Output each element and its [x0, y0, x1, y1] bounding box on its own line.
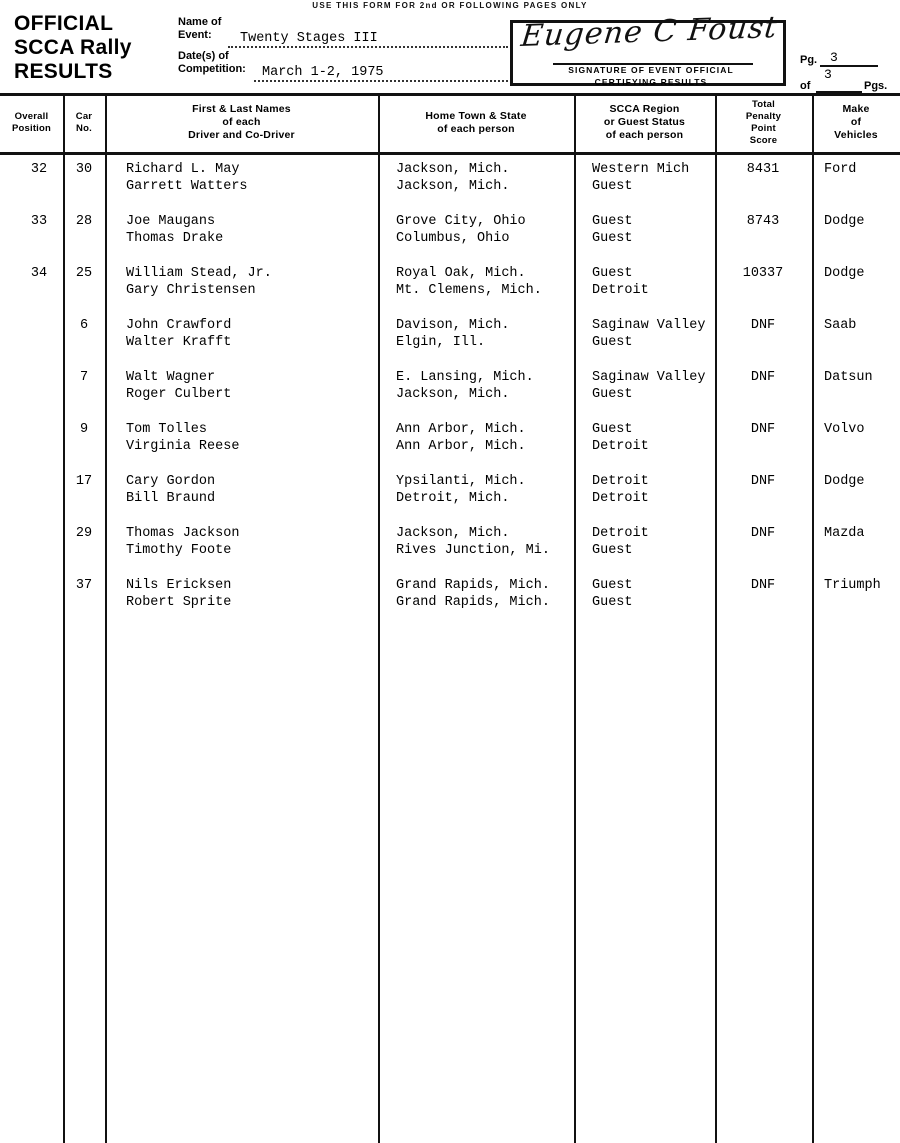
cell-penalty-score: DNF [750, 370, 776, 385]
cell-driver-names: Joe Maugans Thomas Drake [126, 214, 224, 246]
cell-overall-position [18, 421, 60, 438]
competition-date-label: Date(s) of Competition: [178, 50, 246, 75]
cell-vehicle-make: Triumph [824, 578, 881, 593]
cell-driver-names: Richard L. May Garrett Watters [126, 162, 248, 194]
cell-vehicle-make: Mazda [824, 526, 865, 541]
cell-vehicle-make: Dodge [824, 214, 865, 229]
cell-car-number: 17 [75, 474, 93, 489]
page-number-value: 3 [830, 50, 838, 65]
cell-car-number: 9 [79, 422, 89, 437]
cell-vehicle-make: Saab [824, 318, 857, 333]
cell-home-towns: E. Lansing, Mich. Jackson, Mich. [396, 370, 534, 402]
cell-scca-regions: Guest Guest [592, 578, 633, 610]
cell-scca-regions: Guest Guest [592, 214, 633, 246]
competition-date-value: March 1-2, 1975 [262, 65, 384, 80]
table-row [0, 568, 900, 620]
column-header-penalty-score: Total Penalty Point Score [745, 98, 782, 146]
pgs-label: Pgs. [864, 80, 888, 92]
page-label: Pg. [800, 54, 818, 66]
table-row [0, 516, 900, 568]
column-header-car-no: Car No. [75, 110, 93, 134]
cell-penalty-score: DNF [750, 422, 776, 437]
cell-penalty-score: 8431 [746, 162, 780, 177]
column-header-overall-position: Overall Position [11, 110, 52, 134]
column-header-scca-region: SCCA Region or Guest Status of each person [603, 103, 686, 141]
cell-penalty-score: DNF [750, 526, 776, 541]
form-title-line-1: OFFICIAL [14, 12, 114, 35]
signature-handwriting: Eugene C Foust [519, 10, 780, 54]
cell-scca-regions: Guest Detroit [592, 422, 649, 454]
cell-driver-names: Cary Gordon Bill Braund [126, 474, 216, 506]
cell-driver-names: Nils Ericksen Robert Sprite [126, 578, 232, 610]
of-label: of [800, 80, 811, 92]
cell-home-towns: Grove City, Ohio Columbus, Ohio [396, 214, 526, 246]
cell-home-towns: Jackson, Mich. Jackson, Mich. [396, 162, 510, 194]
cell-vehicle-make: Dodge [824, 474, 865, 489]
cell-overall-position [18, 317, 60, 334]
competition-date-dotted-line [254, 80, 508, 82]
cell-car-number: 37 [75, 578, 93, 593]
competition-date-field[interactable] [178, 50, 508, 84]
cell-scca-regions: Detroit Detroit [592, 474, 649, 506]
cell-scca-regions: Saginaw Valley Guest [592, 370, 706, 402]
page-number-field[interactable] [800, 42, 896, 68]
column-header-make: Make of Vehicles [834, 103, 878, 141]
total-pages-field[interactable] [800, 68, 896, 94]
signature-box[interactable] [510, 10, 786, 87]
table-column-headers [0, 93, 900, 152]
table-row [0, 412, 900, 464]
cell-penalty-score: DNF [750, 578, 776, 593]
table-row [0, 360, 900, 412]
cell-driver-names: Walt Wagner Roger Culbert [126, 370, 232, 402]
table-row [0, 152, 900, 204]
form-title-line-2: SCCA Rally [14, 36, 132, 59]
form-usage-banner: USE THIS FORM FOR 2nd OR FOLLOWING PAGES ONLY [312, 1, 588, 10]
cell-penalty-score: DNF [750, 318, 776, 333]
cell-vehicle-make: Dodge [824, 266, 865, 281]
cell-penalty-score: 8743 [746, 214, 780, 229]
event-name-field[interactable] [178, 16, 508, 50]
cell-vehicle-make: Volvo [824, 422, 865, 437]
form-header [0, 12, 900, 92]
cell-home-towns: Ypsilanti, Mich. Detroit, Mich. [396, 474, 526, 506]
cell-vehicle-make: Ford [824, 162, 857, 177]
cell-penalty-score: DNF [750, 474, 776, 489]
cell-car-number: 28 [75, 214, 93, 229]
cell-scca-regions: Detroit Guest [592, 526, 649, 558]
cell-overall-position: 32 [30, 162, 48, 177]
table-row [0, 204, 900, 256]
event-name-value: Twenty Stages III [240, 31, 378, 46]
column-header-home-town: Home Town & State of each person [425, 109, 527, 135]
total-pages-value: 3 [824, 67, 832, 82]
cell-overall-position [18, 369, 60, 386]
cell-penalty-score: 10337 [742, 266, 784, 281]
table-row [0, 308, 900, 360]
cell-car-number: 29 [75, 526, 93, 541]
cell-scca-regions: Western Mich Guest [592, 162, 690, 194]
cell-overall-position [18, 525, 60, 542]
cell-overall-position [18, 473, 60, 490]
column-header-names: First & Last Names of each Driver and Co-Driver [188, 103, 295, 141]
cell-driver-names: Thomas Jackson Timothy Foote [126, 526, 240, 558]
event-name-dotted-line [228, 46, 508, 48]
cell-vehicle-make: Datsun [824, 370, 873, 385]
event-name-label: Name of Event: [178, 16, 222, 41]
signature-caption: SIGNATURE OF EVENT OFFICIAL CERTIFYING RESULTS [568, 65, 734, 87]
cell-home-towns: Royal Oak, Mich. Mt. Clemens, Mich. [396, 266, 542, 298]
cell-home-towns: Ann Arbor, Mich. Ann Arbor, Mich. [396, 422, 526, 454]
cell-car-number: 6 [79, 318, 89, 333]
form-title-line-3: RESULTS [14, 60, 113, 83]
table-row [0, 256, 900, 308]
cell-scca-regions: Guest Detroit [592, 266, 649, 298]
cell-overall-position: 34 [30, 266, 48, 281]
cell-home-towns: Davison, Mich. Elgin, Ill. [396, 318, 510, 350]
cell-overall-position: 33 [30, 214, 48, 229]
cell-car-number: 25 [75, 266, 93, 281]
cell-driver-names: William Stead, Jr. Gary Christensen [126, 266, 272, 298]
form-title [14, 12, 132, 84]
event-info-block [178, 16, 508, 84]
pagination-block [800, 42, 896, 94]
cell-driver-names: Tom Tolles Virginia Reese [126, 422, 240, 454]
table-row [0, 464, 900, 516]
results-table [0, 93, 900, 1143]
cell-home-towns: Grand Rapids, Mich. Grand Rapids, Mich. [396, 578, 550, 610]
cell-scca-regions: Saginaw Valley Guest [592, 318, 706, 350]
cell-car-number: 7 [79, 370, 89, 385]
cell-home-towns: Jackson, Mich. Rives Junction, Mi. [396, 526, 550, 558]
cell-overall-position [18, 577, 60, 594]
cell-car-number: 30 [75, 162, 93, 177]
table-body [0, 152, 900, 620]
cell-driver-names: John Crawford Walter Krafft [126, 318, 232, 350]
